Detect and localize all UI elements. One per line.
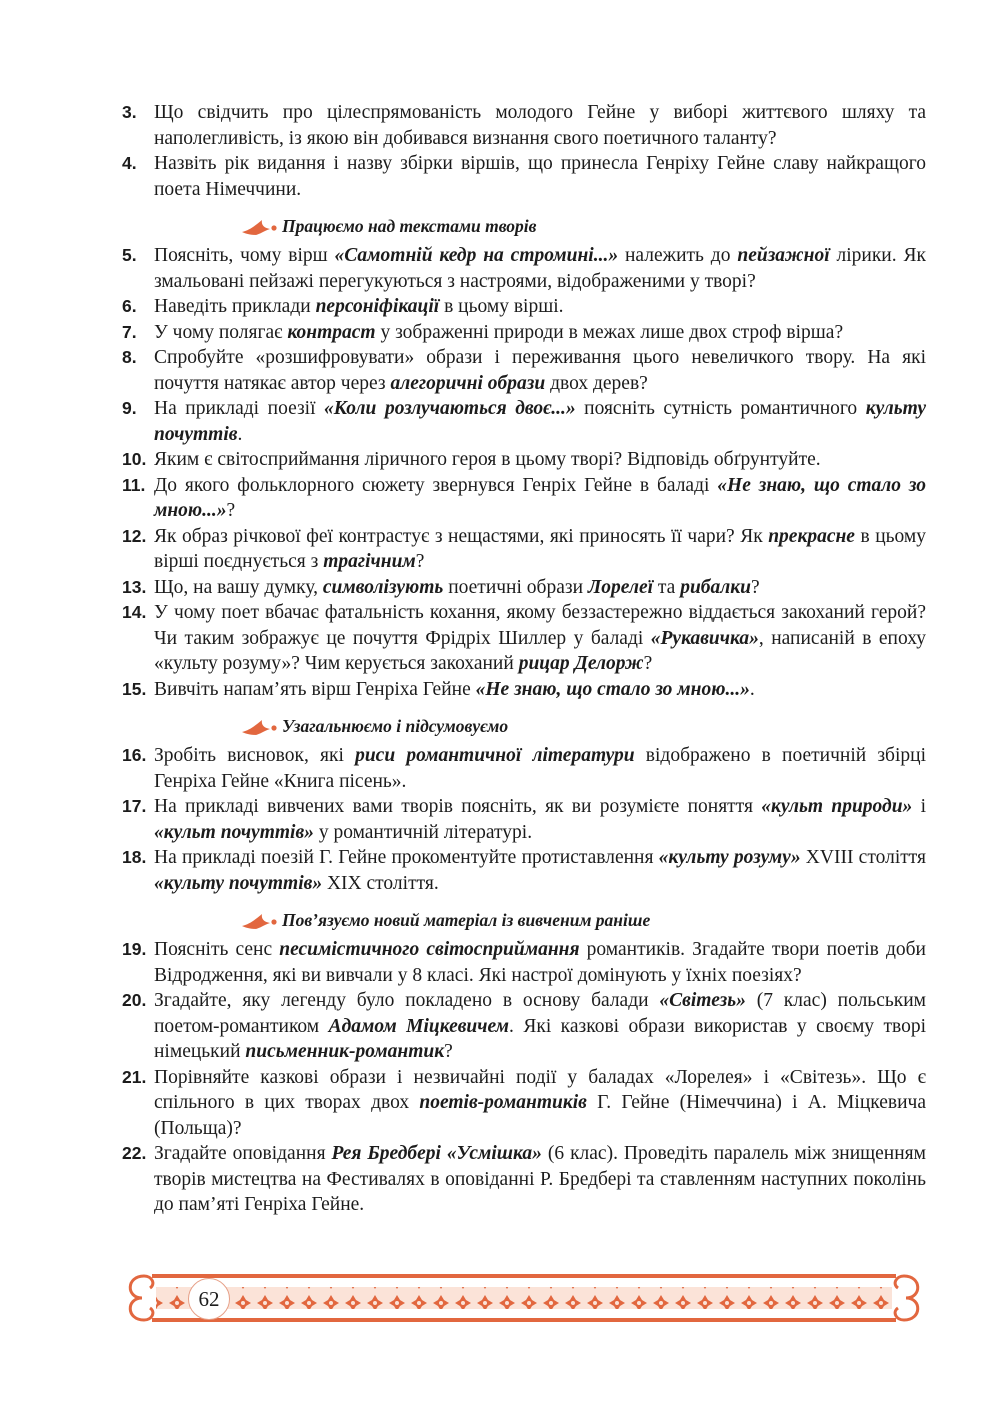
emphasized-term: алегоричні образи [390,372,546,394]
question-item [122,396,926,447]
text-run: XVIII століття [800,847,926,868]
text-run: На прикладі поезії [154,398,325,419]
question-number: 14. [122,602,147,622]
text-run: Згадайте оповідання [154,1143,332,1164]
emphasized-term: рибалки [680,576,752,598]
text-run: До якого фольклорного сюжету звернувся Генріх Гейне в баладі [154,474,718,496]
emphasized-term: пейзажної [737,245,830,266]
emphasized-term: Рея Бредбері «Усмішка» [331,1143,542,1164]
question-number: 10. [122,449,147,469]
emphasized-term: «Не знаю, що стало зо мною...» [475,678,750,700]
question-item [122,345,926,396]
question-item [122,937,926,988]
section-title: Працюємо над текстами творів [282,216,537,236]
text-run: Зробіть висновок, які [154,745,356,766]
text-run: ? [643,653,653,674]
section-heading [240,216,926,237]
emphasized-term: риси романтичної літератури [355,745,635,766]
question-item [122,100,926,151]
text-run: лірики. Як змальовані пейзажі перегукуються з настроями, відображеними у творі? [154,245,926,292]
text-run: XIX століття. [322,872,439,894]
questions-list [122,100,926,1218]
text-run: Порівняйте казкові образи і незвичайні події у баладах «Лорелея» і «Світезь». Що є спільного в цих творах двох [154,1066,926,1113]
question-text [154,937,926,988]
question-item [122,575,926,601]
question-number: 22. [122,1143,147,1163]
question-number: 5. [122,245,137,265]
question-text [154,396,926,447]
question-item [122,1065,926,1142]
question-item [122,988,926,1065]
emphasized-term: «культ почуттів» [154,821,314,843]
question-text [154,677,926,703]
emphasized-term: песимістичного світосприймання [279,939,580,960]
text-run: На прикладі вивчених вами творів поясніть, як ви розумієте поняття [154,796,762,817]
question-number: 15. [122,678,147,699]
text-run: У чому поет вбачає фатальність кохання, якому беззастережно віддається закоханий герой? Чи таким зображує це почуття Фрідріх Шиллер у баладі [154,602,926,649]
question-item [122,320,926,346]
emphasized-term: «Світезь» [659,990,746,1011]
section-title: Узагальнюємо і підсумовуємо [282,716,509,736]
question-text [154,243,926,294]
emphasized-term: «культу почуттів» [154,872,323,894]
question-text [154,600,926,677]
text-run: ? [751,576,760,598]
emphasized-term: рицар Делорж [518,653,644,674]
question-text [154,524,926,575]
section-heading [240,910,926,931]
question-number: 19. [122,939,147,959]
emphasized-term: «культу розуму» [658,847,801,868]
emphasized-term: трагічним [323,551,416,572]
section-marker-icon [240,717,278,737]
question-item [122,600,926,677]
text-run: У чому полягає [154,321,288,343]
text-run: поетичні образи [443,576,588,598]
text-run: Г. Гейне (Німеччина) і А. Міцкевича (Польща)? [154,1092,926,1139]
text-run: (6 клас). Проведіть паралель між знищенням творів мистецтва на Фестивалях в оповіданні Р. Бредбері та ставленням наступних поколінь до пам’яті Генріха Гейне. [154,1143,926,1215]
question-number: 20. [122,990,147,1010]
question-item [122,447,926,473]
question-number: 4. [122,153,137,173]
text-run: Поясніть сенс [154,939,280,960]
question-number: 8. [122,347,137,367]
emphasized-term: «культ природи» [761,796,913,817]
text-run: Вивчіть напам’ять вірш Генріха Гейне [154,678,476,700]
emphasized-term: прекрасне [768,525,855,547]
text-run: в цьому вірші. [439,296,564,317]
question-item [122,845,926,896]
emphasized-term: Лорелеї [587,576,654,598]
question-item [122,743,926,794]
text-run: поясніть сутність романтичного [575,398,866,419]
question-number: 18. [122,847,147,867]
text-run: Згадайте, яку легенду було покладено в основу балади [154,990,660,1011]
text-run: у зображенні природи в межах лише двох строф вірша? [375,321,844,343]
question-number: 16. [122,745,147,765]
question-item [122,794,926,845]
text-run: в цьому вірші поєднується з [154,525,926,572]
question-text [154,794,926,845]
question-item [122,243,926,294]
question-text [154,294,926,320]
question-text [154,345,926,396]
section-title: Пов’язуємо новий матеріал із вивченим раніше [282,910,651,930]
question-text [154,845,926,896]
text-run: відображено в поетичній збірці Генріха Гейне «Книга пісень». [154,745,926,792]
emphasized-term: символізують [322,576,444,598]
question-text [154,320,926,346]
text-run: На прикладі поезій Г. Гейне прокоментуйте протиставлення [154,847,659,868]
question-text [154,100,926,151]
question-text [154,743,926,794]
emphasized-term: «Рукавичка» [650,627,759,649]
section-marker-icon [240,217,278,237]
emphasized-term: контраст [287,321,376,343]
text-run: . [237,423,243,445]
emphasized-term: «Коли розлучаються двоє...» [324,398,576,419]
question-text [154,1065,926,1142]
question-text [154,575,926,601]
question-number: 3. [122,102,137,122]
question-number: 7. [122,321,137,342]
question-number: 21. [122,1066,147,1087]
text-run: Що, на вашу думку, [154,576,323,598]
question-text [154,988,926,1065]
page-number: 62 [188,1278,230,1320]
question-text [154,447,926,473]
question-item [122,294,926,320]
section-marker-icon [240,911,278,931]
question-text [154,473,926,524]
question-item [122,151,926,202]
question-number: 9. [122,398,137,418]
emphasized-term: письменник-романтик [245,1041,445,1062]
question-item [122,524,926,575]
text-run: Як образ річкової феї контрастує з нещастями, які приносять її чари? Як [154,525,769,547]
ornament-border [122,1270,926,1326]
text-run: Спробуйте «розшифровувати» образи і переживання цього невеличкого твору. На які почуття натякає автор через [154,347,926,394]
emphasized-term: поетів-романтиків [419,1092,587,1113]
emphasized-term: «Не знаю, що стало зо мною...» [154,474,926,521]
text-run: ? [444,1041,453,1062]
emphasized-term: «Самотній кедр на стромині...» [334,245,619,266]
text-run: романтиків. Згадайте твори поетів доби Відродження, які ви вивчали у 8 класі. Які настрої домінують у їхніх поезіях? [154,939,926,986]
text-run: Поясніть, чому вірш [154,245,335,266]
text-run: Що свідчить про цілеспрямованість молодого Гейне у виборі життєвого шляху та наполегливість, із якою він добивався визнання свого поетичного таланту? [154,102,926,149]
text-run: і [912,796,927,817]
page-footer-ornament [122,1270,926,1326]
emphasized-term: Адамом Міцкевичем [328,1015,510,1037]
text-run: ? [226,500,236,521]
text-run: ? [415,551,425,572]
text-run: та [653,576,681,598]
text-run: . [749,678,755,700]
question-number: 11. [122,474,146,495]
text-run: Наведіть приклади [154,296,316,317]
section-heading [240,716,926,737]
question-text [154,1141,926,1218]
question-item [122,677,926,703]
question-number: 13. [122,576,147,597]
text-run: , написаній в епоху «культу розуму»? Чим керується закоханий [154,627,926,674]
text-run: Яким є світосприймання ліричного героя в цьому творі? Відповідь обґрунтуйте. [154,449,821,470]
question-number: 6. [122,296,137,316]
text-run: двох дерев? [545,372,648,394]
question-item [122,1141,926,1218]
question-number: 17. [122,796,147,816]
question-text [154,151,926,202]
question-item [122,473,926,524]
text-run: Назвіть рік видання і назву збірки віршів, що принесла Генріху Гейне славу найкращого поета Німеччини. [154,153,926,200]
text-run: . Які казкові образи використав у своєму творі німецький [154,1015,926,1062]
emphasized-term: персоніфікації [315,296,440,317]
text-run: у романтичній літературі. [313,821,533,843]
emphasized-term: культу почуттів [154,398,927,445]
text-run: належить до [618,245,738,266]
text-run: (7 клас) польським поетом-романтиком [154,990,927,1037]
question-number: 12. [122,525,147,546]
